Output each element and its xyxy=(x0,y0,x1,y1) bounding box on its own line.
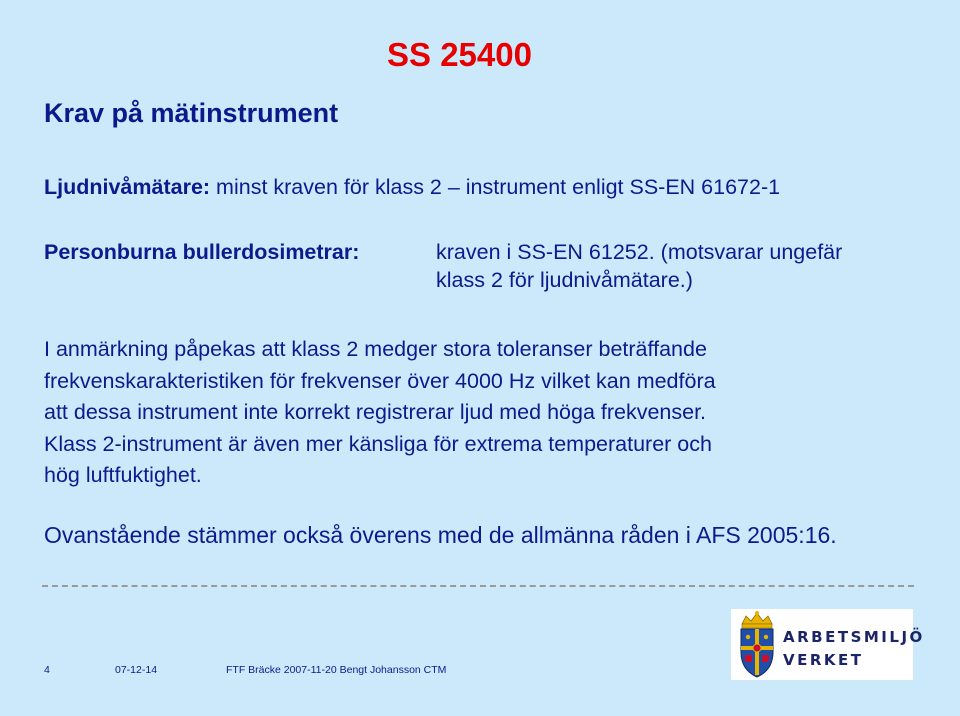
paragraph-line: I anmärkning påpekas att klass 2 medger stora toleranser beträffande xyxy=(44,337,707,361)
summary-text: Ovanstående stämmer också överens med de allmänna råden i AFS 2005:16. xyxy=(44,522,837,548)
coat-of-arms-icon xyxy=(734,610,780,679)
arbetsmiljoverket-logo xyxy=(731,609,925,680)
dosimeter-text-continued: klass 2 för ljudnivåmätare.) xyxy=(436,268,693,292)
dosimeter-label: Personburna bullerdosimetrar: xyxy=(44,240,360,264)
paragraph-line: Klass 2-instrument är även mer känsliga för extrema temperaturer och xyxy=(44,431,712,456)
logo-text-line1: ARBETSMILJÖ xyxy=(783,628,925,646)
standard-title: SS 25400 xyxy=(387,36,532,73)
footer-page-number: 4 xyxy=(44,664,50,676)
remark-paragraph xyxy=(44,334,716,492)
footer-date: 07-12-14 xyxy=(115,664,158,676)
logo-text-line2: VERKET xyxy=(783,651,864,669)
sound-level-meter-requirement xyxy=(44,175,780,200)
paragraph-line: hög luftfuktighet. xyxy=(44,463,202,487)
footer-text: FTF Bräcke 2007-11-20 Bengt Johansson CTM xyxy=(226,664,447,676)
page-title: Krav på mätinstrument xyxy=(44,98,339,128)
sound-level-meter-label: Ljudnivåmätare: xyxy=(44,175,211,199)
dosimeter-text: kraven i SS-EN 61252. (motsvarar ungefär xyxy=(436,240,843,264)
sound-level-meter-text: minst kraven för klass 2 – instrument enligt SS-EN 61672-1 xyxy=(210,175,781,199)
paragraph-line: att dessa instrument inte korrekt registrerar ljud med höga frekvenser. xyxy=(44,400,707,424)
paragraph-line: frekvenskarakteristiken för frekvenser över 4000 Hz vilket kan medföra xyxy=(44,368,716,393)
footer-divider xyxy=(42,585,914,587)
